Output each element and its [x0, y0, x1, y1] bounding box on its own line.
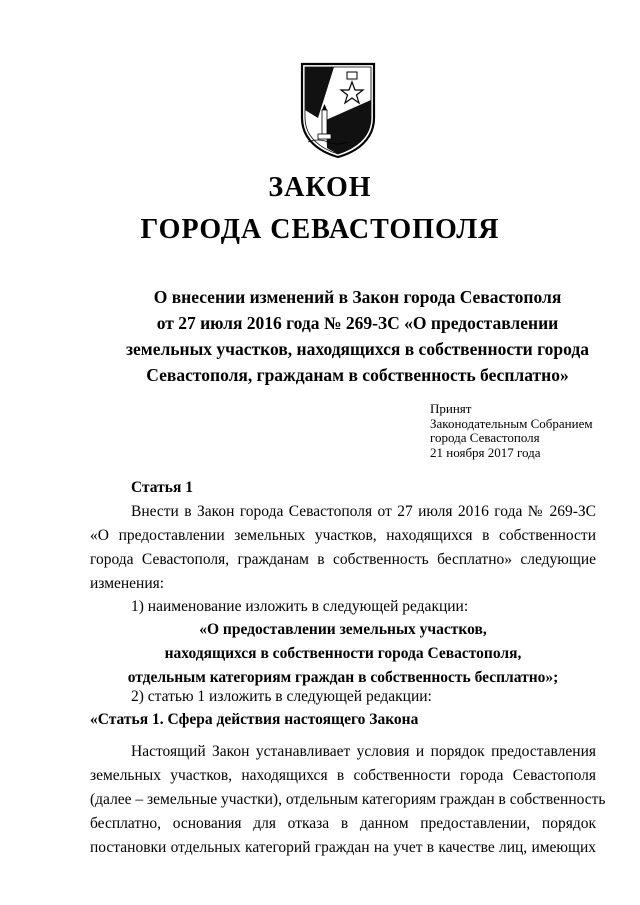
paragraph-line: города Севастополя, гражданам в собственность бесплатно» следующие [90, 551, 596, 568]
sevastopol-coat-of-arms-icon [298, 60, 378, 160]
coat-of-arms-emblem [298, 60, 378, 160]
subtitle-line: О внесении изменений в Закон города Севастополя [153, 287, 562, 307]
adoption-date: 21 ноября 2017 года [430, 444, 541, 460]
quote-line: «О предоставлении земельных участков, [199, 621, 487, 638]
quoted-article-heading: «Статья 1. Сфера действия настоящего Закона [90, 711, 419, 728]
amendment-item-1: 1) наименование изложить в следующей редакции: [131, 598, 469, 615]
quote-line: находящихся в собственности города Севастополя, [164, 645, 522, 662]
subtitle-line: земельных участков, находящихся в собственности города [126, 339, 589, 359]
new-title-quote [90, 618, 596, 690]
law-title-city: ГОРОДА СЕВАСТОПОЛЯ [140, 214, 500, 245]
adoption-line: Законодательным Собранием [430, 415, 593, 431]
adoption-line: Принят [430, 401, 472, 416]
adoption-line: города Севастополя [430, 430, 540, 445]
adoption-note [430, 402, 630, 460]
paragraph-line: бесплатно, основания для отказа в данном предоставлении, порядок [90, 815, 596, 832]
paragraph-line: изменения: [90, 575, 165, 592]
law-subtitle [120, 284, 595, 388]
quote-line: отдельным категориям граждан в собственность бесплатно»; [127, 669, 559, 686]
paragraph-line: «О предоставлении земельных участков, находящихся в собственности [90, 527, 596, 544]
paragraph-line: земельных участков, находящихся в собственности города Севастополя [90, 767, 596, 784]
paragraph-line: Настоящий Закон устанавливает условия и порядок предоставления [131, 743, 596, 760]
article-intro-paragraph [90, 500, 596, 596]
paragraph-line: (далее – земельные участки), отдельным категориям граждан в собственность [90, 791, 606, 808]
paragraph-line: Внести в Закон города Севастополя от 27 июля 2016 года № 269-ЗС [131, 503, 596, 520]
subtitle-line: от 27 июля 2016 года № 269-ЗС «О предоставлении [156, 313, 559, 333]
article-body-paragraph [90, 740, 606, 860]
paragraph-line: постановки отдельных категорий граждан на учет в качестве лиц, имеющих [90, 839, 596, 856]
amendment-item-2: 2) статью 1 изложить в следующей редакции: [131, 688, 432, 705]
article-heading: Статья 1 [131, 479, 193, 496]
subtitle-line: Севастополя, гражданам в собственность бесплатно» [146, 365, 569, 385]
law-title: ЗАКОН [268, 172, 372, 203]
